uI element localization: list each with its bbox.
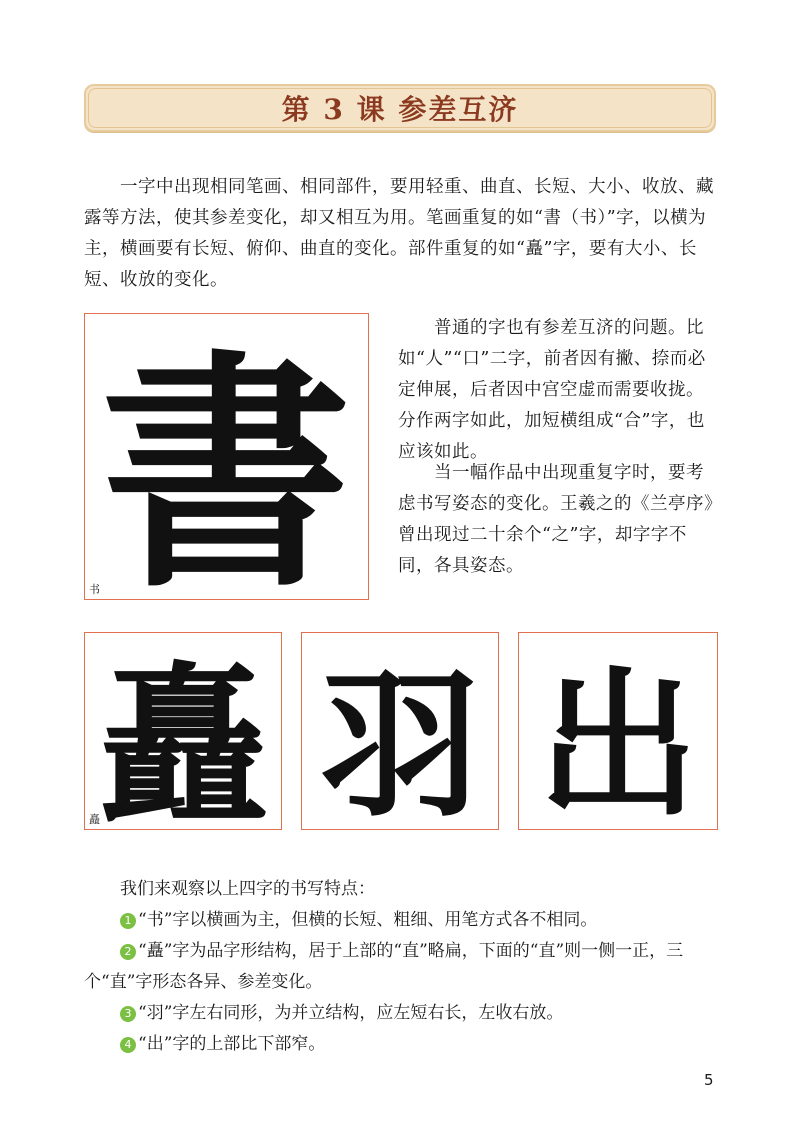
svg-text:矗: 矗 <box>97 646 269 829</box>
lesson-title-banner <box>84 84 716 132</box>
figure-caption-shu: 书 <box>89 583 100 596</box>
note-text: “书”字以横画为主，但横的长短、粗细、用笔方式各不相同。 <box>138 910 598 930</box>
side-paragraph-1: 普通的字也有参差互济的问题。比如“人”“口”二字，前者因有撇、捺而必定伸展，后者因中宫空虚而需要收拢。分作两字如此，加短横组成“合”字，也应该如此。 <box>398 318 706 462</box>
note-text: “羽”字左右同形，为并立结构，应左短右长，左收右放。 <box>138 1003 564 1023</box>
observation-notes <box>84 874 724 1060</box>
svg-text:書: 書 <box>101 327 351 599</box>
note-text: “矗”字为品字形结构，居于上部的“直”略扁，下面的“直”则一侧一正，三个“直”字形态各异、参差变化。 <box>84 941 684 992</box>
calligraphy-yu-glyph <box>302 633 498 829</box>
note-item <box>84 998 724 1029</box>
note-item <box>84 1029 724 1060</box>
note-text: “出”字的上部比下部窄。 <box>138 1034 326 1054</box>
number-1-icon: 1 <box>120 913 136 929</box>
calligraphy-chu-tall-glyph <box>85 633 281 829</box>
calligraphy-chu-figure <box>518 632 718 830</box>
page-number: 5 <box>704 1071 714 1089</box>
calligraphy-yu-figure <box>301 632 499 830</box>
figure-caption-chu-tall: 矗 <box>89 813 100 826</box>
calligraphy-chu-tall-figure <box>84 632 282 830</box>
calligraphy-shu-glyph <box>85 314 368 599</box>
intro-paragraph: 一字中出现相同笔画、相同部件，要用轻重、曲直、长短、大小、收放、藏露等方法，使其参差变化，却又相互为用。笔画重复的如“書（书）”字，以横为主，横画要有长短、俯仰、曲直的变化。部件重复的如“矗”字，要有大小、长短、收放的变化。 <box>84 177 714 290</box>
side-paragraph-2: 当一幅作品中出现重复字时，要考虑书写姿态的变化。王羲之的《兰亭序》曾出现过二十余个“之”字，却字字不同，各具姿态。 <box>398 463 714 576</box>
number-4-icon: 4 <box>120 1037 136 1053</box>
number-2-icon: 2 <box>120 944 136 960</box>
svg-text:出: 出 <box>537 651 699 829</box>
svg-text:羽: 羽 <box>319 651 481 829</box>
note-item <box>84 905 724 936</box>
calligraphy-shu-figure <box>84 313 369 600</box>
notes-heading: 我们来观察以上四字的书写特点： <box>120 879 375 899</box>
lesson-title: 第 3 课 参差互济 <box>281 93 519 126</box>
note-item <box>84 936 724 998</box>
number-3-icon: 3 <box>120 1006 136 1022</box>
calligraphy-chu-glyph <box>519 633 717 829</box>
